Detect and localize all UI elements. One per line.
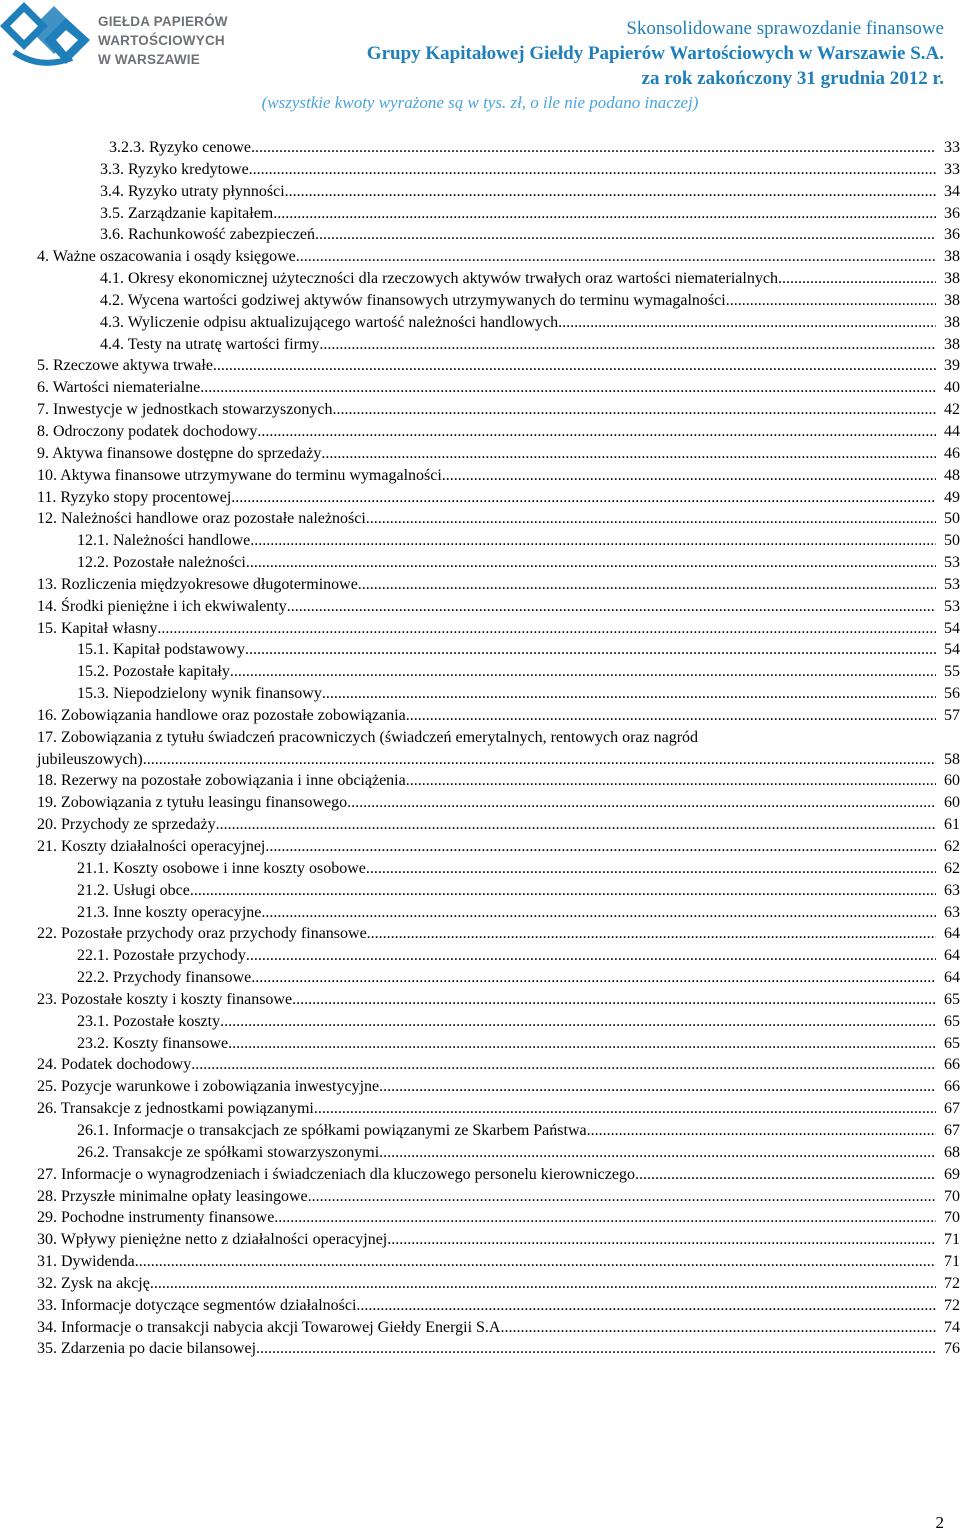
toc-entry-page: 72 bbox=[944, 1296, 960, 1314]
toc-leader-dots bbox=[314, 1098, 936, 1120]
toc-entry-label: 4. Ważne oszacowania i osądy księgowe bbox=[37, 248, 296, 266]
toc-entry[interactable] bbox=[37, 770, 960, 792]
toc-entry-label: 12. Należności handlowe oraz pozostałe należności bbox=[37, 510, 366, 528]
toc-entry-page: 67 bbox=[944, 1100, 960, 1118]
toc-entry-label: 34. Informacje o transakcji nabycia akcji Towarowej Giełdy Energii S.A. bbox=[37, 1318, 505, 1336]
toc-entry-label: 26.1. Informacje o transakcjach ze spółkami powiązanymi ze Skarbem Państwa bbox=[77, 1121, 587, 1139]
toc-entry-page: 72 bbox=[944, 1274, 960, 1292]
toc-leader-dots bbox=[143, 749, 936, 771]
toc-entry[interactable] bbox=[37, 814, 960, 836]
toc-entry[interactable] bbox=[37, 508, 960, 530]
toc-entry-page: 50 bbox=[944, 510, 960, 528]
toc-leader-dots bbox=[246, 945, 936, 967]
toc-entry[interactable] bbox=[37, 1186, 960, 1208]
toc-entry[interactable] bbox=[37, 967, 960, 989]
toc-entry[interactable] bbox=[37, 181, 960, 203]
toc-entry-label: 26. Transakcje z jednostkami powiązanymi bbox=[37, 1100, 314, 1118]
toc-leader-dots bbox=[356, 1295, 936, 1317]
toc-entry[interactable] bbox=[37, 727, 960, 771]
toc-entry-label: 22.1. Pozostałe przychody bbox=[77, 947, 246, 965]
toc-entry-label: 15.3. Niepodzielony wynik finansowy bbox=[77, 685, 322, 703]
toc-leader-dots bbox=[231, 487, 936, 509]
toc-entry-page: 42 bbox=[944, 401, 960, 419]
toc-entry-label: 11. Ryzyko stopy procentowej bbox=[37, 488, 232, 506]
toc-entry-label: 22.2. Przychody finansowe bbox=[77, 969, 252, 987]
report-title-line-1: Skonsolidowane sprawozdanie finansowe bbox=[626, 18, 944, 39]
toc-entry[interactable] bbox=[37, 596, 960, 618]
toc-entry-page: 33 bbox=[944, 139, 960, 156]
toc-entry[interactable] bbox=[37, 858, 960, 880]
page-header bbox=[0, 0, 960, 120]
toc-entry[interactable] bbox=[37, 683, 960, 705]
toc-entry[interactable] bbox=[37, 421, 960, 443]
toc-leader-dots bbox=[504, 1317, 936, 1339]
toc-entry-page: 33 bbox=[944, 160, 960, 178]
toc-entry[interactable] bbox=[37, 224, 960, 246]
toc-entry-label: 27. Informacje o wynagrodzeniach i świadczeniach dla kluczowego personelu kierowniczego bbox=[37, 1165, 635, 1183]
toc-entry-page: 71 bbox=[944, 1231, 960, 1249]
toc-entry-page: 40 bbox=[944, 379, 960, 397]
toc-leader-dots bbox=[250, 530, 936, 552]
toc-entry-page: 38 bbox=[944, 248, 960, 266]
toc-entry-label: 17. Zobowiązania z tytułu świadczeń pracowniczych (świadczeń emerytalnych, rentowych oraz nagród bbox=[37, 728, 699, 746]
toc-entry-label: 8. Odroczony podatek dochodowy bbox=[37, 422, 258, 440]
toc-entry[interactable] bbox=[37, 290, 960, 312]
toc-entry-page: 76 bbox=[944, 1340, 960, 1358]
toc-entry-label: 15.1. Kapitał podstawowy bbox=[77, 641, 245, 659]
toc-leader-dots bbox=[274, 1207, 936, 1229]
toc-leader-dots bbox=[558, 312, 936, 334]
toc-entry[interactable] bbox=[37, 1164, 960, 1186]
report-title-line-2: Grupy Kapitałowej Giełdy Papierów Wartościowych w Warszawie S.A. bbox=[366, 43, 944, 64]
toc-entry[interactable] bbox=[37, 661, 960, 683]
toc-leader-dots bbox=[285, 181, 936, 203]
toc-entry-label: 15.2. Pozostałe kapitały bbox=[77, 663, 230, 681]
toc-leader-dots bbox=[273, 203, 936, 225]
toc-entry[interactable] bbox=[37, 902, 960, 924]
toc-entry-page: 66 bbox=[944, 1078, 960, 1096]
toc-entry-label: 12.1. Należności handlowe bbox=[77, 532, 251, 550]
toc-entry-page: 62 bbox=[944, 838, 960, 855]
toc-leader-dots bbox=[366, 858, 936, 880]
toc-leader-dots bbox=[245, 639, 936, 661]
toc-entry-page: 46 bbox=[944, 444, 960, 462]
toc-entry-label: 21.3. Inne koszty operacyjne bbox=[77, 903, 262, 921]
toc-entry-label: 20. Przychody ze sprzedaży bbox=[37, 816, 216, 834]
toc-entry-label: 7. Inwestycje w jednostkach stowarzyszonych bbox=[37, 401, 333, 419]
toc-entry-label: 9. Aktywa finansowe dostępne do sprzedaży bbox=[37, 444, 322, 462]
toc-leader-dots bbox=[358, 574, 936, 596]
toc-leader-dots bbox=[296, 246, 936, 268]
toc-entry-label: 5. Rzeczowe aktywa trwałe bbox=[37, 357, 213, 375]
toc-entry[interactable] bbox=[37, 399, 960, 421]
toc-leader-dots bbox=[256, 1338, 936, 1360]
toc-entry-page: 53 bbox=[944, 575, 960, 593]
toc-entry-page: 60 bbox=[944, 794, 960, 812]
logo-line-1: GIEŁDA PAPIERÓW bbox=[98, 14, 228, 29]
toc-entry[interactable] bbox=[37, 312, 960, 334]
toc-entry-label: 33. Informacje dotyczące segmentów działalności bbox=[37, 1296, 357, 1314]
toc-entry-page: 50 bbox=[944, 532, 960, 550]
table-of-contents bbox=[37, 137, 960, 1360]
toc-entry-page: 70 bbox=[944, 1187, 960, 1205]
toc-entry-label: 4.4. Testy na utratę wartości firmy bbox=[100, 335, 320, 353]
toc-entry[interactable] bbox=[37, 1229, 960, 1251]
toc-leader-dots bbox=[220, 1011, 936, 1033]
toc-entry-label: 26.2. Transakcje ze spółkami stowarzyszonymi bbox=[77, 1143, 380, 1161]
toc-entry[interactable] bbox=[37, 487, 960, 509]
report-title bbox=[367, 16, 944, 91]
toc-entry-label: 12.2. Pozostałe należności bbox=[77, 554, 246, 572]
toc-entry-page: 56 bbox=[944, 685, 960, 703]
toc-entry[interactable] bbox=[37, 639, 960, 661]
toc-leader-dots bbox=[778, 268, 936, 290]
toc-entry-label: 3.6. Rachunkowość zabezpieczeń bbox=[100, 226, 316, 244]
toc-leader-dots bbox=[190, 880, 936, 902]
toc-entry-page: 63 bbox=[944, 881, 960, 899]
toc-leader-dots bbox=[157, 618, 936, 640]
toc-entry-page: 58 bbox=[944, 750, 960, 768]
toc-entry[interactable] bbox=[37, 574, 960, 596]
toc-entry-page: 36 bbox=[944, 204, 960, 222]
toc-entry[interactable] bbox=[37, 1207, 960, 1229]
toc-entry-page: 69 bbox=[944, 1165, 960, 1183]
toc-entry[interactable] bbox=[37, 1033, 960, 1055]
toc-entry-page: 70 bbox=[944, 1209, 960, 1227]
toc-leader-dots bbox=[228, 1033, 936, 1055]
toc-entry-label: 4.1. Okresy ekonomicznej użyteczności dla rzeczowych aktywów trwałych oraz wartości niematerialnych bbox=[100, 270, 778, 288]
toc-leader-dots bbox=[379, 1076, 936, 1098]
logo-line-2: WARTOŚCIOWYCH bbox=[98, 33, 225, 48]
toc-entry[interactable] bbox=[37, 355, 960, 377]
toc-entry-page: 38 bbox=[944, 313, 960, 331]
gpw-logo-icon bbox=[0, 0, 92, 70]
report-title-line-3: za rok zakończony 31 grudnia 2012 r. bbox=[641, 68, 944, 89]
toc-entry-page: 65 bbox=[944, 990, 960, 1008]
toc-leader-dots bbox=[249, 159, 936, 181]
toc-entry[interactable] bbox=[37, 880, 960, 902]
toc-entry-page: 54 bbox=[944, 619, 960, 637]
toc-entry[interactable] bbox=[37, 443, 960, 465]
toc-entry[interactable] bbox=[37, 465, 960, 487]
toc-leader-dots bbox=[135, 1251, 936, 1273]
toc-entry[interactable] bbox=[37, 1295, 960, 1317]
toc-leader-dots bbox=[251, 137, 936, 159]
toc-entry[interactable] bbox=[37, 1317, 960, 1339]
toc-entry[interactable] bbox=[37, 268, 960, 290]
toc-entry[interactable] bbox=[37, 1273, 960, 1295]
toc-entry-page: 53 bbox=[944, 554, 960, 572]
toc-entry[interactable] bbox=[37, 705, 960, 727]
toc-entry[interactable] bbox=[37, 1076, 960, 1098]
toc-leader-dots bbox=[200, 377, 936, 399]
toc-leader-dots bbox=[442, 465, 936, 487]
toc-entry[interactable] bbox=[37, 1338, 960, 1360]
toc-leader-dots bbox=[230, 661, 936, 683]
toc-entry[interactable] bbox=[37, 334, 960, 356]
toc-entry-page: 57 bbox=[944, 706, 960, 724]
toc-leader-dots bbox=[246, 552, 936, 574]
toc-entry-label: 4.2. Wycena wartości godziwej aktywów finansowych utrzymywanych do terminu wymagalności bbox=[100, 291, 726, 309]
toc-entry-page: 64 bbox=[944, 925, 960, 943]
toc-entry-page: 55 bbox=[944, 663, 960, 681]
toc-entry-page: 65 bbox=[944, 1034, 960, 1052]
toc-entry[interactable] bbox=[37, 159, 960, 181]
toc-entry-label: 28. Przyszłe minimalne opłaty leasingowe bbox=[37, 1187, 308, 1205]
toc-entry-label: 21.1. Koszty osobowe i inne koszty osobowe bbox=[77, 859, 366, 877]
toc-leader-dots bbox=[191, 1054, 936, 1076]
toc-entry[interactable] bbox=[37, 1054, 960, 1076]
toc-entry-label: 32. Zysk na akcję bbox=[37, 1274, 150, 1292]
toc-entry-page: 60 bbox=[944, 772, 960, 790]
toc-entry-page: 36 bbox=[944, 226, 960, 244]
toc-entry-label: 22. Pozostałe przychody oraz przychody finansowe bbox=[37, 925, 367, 943]
toc-entry-label: 30. Wpływy pieniężne netto z działalności operacyjnej bbox=[37, 1231, 388, 1249]
toc-leader-dots bbox=[257, 421, 936, 443]
toc-entry-label: 21. Koszty działalności operacyjnej bbox=[37, 838, 266, 855]
toc-entry[interactable] bbox=[37, 792, 960, 814]
toc-entry-page: 48 bbox=[944, 466, 960, 484]
toc-leader-dots bbox=[332, 399, 936, 421]
toc-entry-label: 15. Kapitał własny bbox=[37, 619, 158, 637]
toc-entry-label-continuation: jubileuszowych) bbox=[37, 750, 143, 768]
toc-entry[interactable] bbox=[37, 836, 960, 858]
toc-leader-dots bbox=[635, 1164, 936, 1186]
toc-entry-page: 49 bbox=[944, 488, 960, 506]
toc-entry[interactable] bbox=[37, 552, 960, 574]
toc-entry[interactable] bbox=[37, 530, 960, 552]
toc-entry[interactable] bbox=[37, 945, 960, 967]
toc-entry-page: 62 bbox=[944, 859, 960, 877]
toc-entry-page: 38 bbox=[944, 270, 960, 288]
toc-entry-label: 16. Zobowiązania handlowe oraz pozostałe zobowiązania bbox=[37, 706, 406, 724]
toc-entry[interactable] bbox=[37, 137, 960, 159]
toc-entry-label: 13. Rozliczenia międzyokresowe długoterminowe bbox=[37, 575, 358, 593]
toc-leader-dots bbox=[261, 902, 936, 924]
toc-entry-label: 4.3. Wyliczenie odpisu aktualizującego wartość należności handlowych bbox=[100, 313, 559, 331]
toc-entry-page: 38 bbox=[944, 335, 960, 353]
toc-entry-label: 3.3. Ryzyko kredytowe bbox=[100, 160, 249, 178]
toc-entry[interactable] bbox=[37, 1142, 960, 1164]
toc-entry[interactable] bbox=[37, 989, 960, 1011]
toc-entry[interactable] bbox=[37, 1251, 960, 1273]
toc-leader-dots bbox=[587, 1120, 936, 1142]
toc-entry-label: 19. Zobowiązania z tytułu leasingu finansowego. bbox=[37, 794, 352, 812]
toc-leader-dots bbox=[387, 1229, 936, 1251]
toc-entry-page: 61 bbox=[944, 816, 960, 834]
toc-entry-label: 23. Pozostałe koszty i koszty finansowe bbox=[37, 990, 293, 1008]
toc-leader-dots bbox=[319, 334, 936, 356]
toc-entry-page: 74 bbox=[944, 1318, 960, 1336]
toc-leader-dots bbox=[265, 836, 936, 858]
toc-entry-label: 14. Środki pieniężne i ich ekwiwalenty bbox=[37, 597, 287, 615]
toc-entry-page: 54 bbox=[944, 641, 960, 659]
toc-leader-dots bbox=[351, 792, 936, 814]
toc-leader-dots bbox=[321, 443, 936, 465]
toc-entry-page: 64 bbox=[944, 969, 960, 987]
toc-leader-dots bbox=[287, 596, 936, 618]
toc-entry-page: 38 bbox=[944, 291, 960, 309]
toc-entry-page: 53 bbox=[944, 597, 960, 615]
toc-entry-label: 21.2. Usługi obce bbox=[77, 881, 190, 899]
toc-leader-dots bbox=[726, 290, 936, 312]
toc-leader-dots bbox=[379, 1142, 936, 1164]
toc-leader-dots bbox=[366, 508, 936, 530]
toc-leader-dots bbox=[150, 1273, 936, 1295]
logo-line-3: W WARSZAWIE bbox=[98, 52, 200, 67]
toc-leader-dots bbox=[308, 1186, 936, 1208]
toc-leader-dots bbox=[315, 224, 936, 246]
toc-leader-dots bbox=[406, 705, 936, 727]
toc-leader-dots bbox=[322, 683, 936, 705]
toc-entry-page: 34 bbox=[944, 182, 960, 200]
toc-entry[interactable] bbox=[37, 246, 960, 268]
toc-entry-page: 44 bbox=[944, 422, 960, 440]
page-number: 2 bbox=[935, 1513, 944, 1532]
toc-entry-label: 3.2.3. Ryzyko cenowe bbox=[109, 139, 251, 156]
toc-entry-label: 25. Pozycje warunkowe i zobowiązania inwestycyjne bbox=[37, 1078, 380, 1096]
toc-entry[interactable] bbox=[37, 923, 960, 945]
toc-entry-label: 23.1. Pozostałe koszty bbox=[77, 1012, 221, 1030]
logo-wordmark bbox=[98, 12, 228, 69]
toc-leader-dots bbox=[292, 989, 936, 1011]
toc-entry-continuation bbox=[37, 749, 960, 771]
toc-leader-dots bbox=[216, 814, 936, 836]
toc-leader-dots bbox=[367, 923, 936, 945]
toc-entry-label: 10. Aktywa finansowe utrzymywane do terminu wymagalności bbox=[37, 466, 442, 484]
toc-entry-label: 3.4. Ryzyko utraty płynności bbox=[100, 182, 285, 200]
toc-entry-label: 35. Zdarzenia po dacie bilansowej bbox=[37, 1340, 257, 1358]
toc-entry-label: 29. Pochodne instrumenty finansowe bbox=[37, 1209, 275, 1227]
toc-entry-page: 66 bbox=[944, 1056, 960, 1074]
toc-entry-page: 39 bbox=[944, 357, 960, 375]
toc-entry-page: 63 bbox=[944, 903, 960, 921]
toc-entry[interactable] bbox=[37, 1098, 960, 1120]
toc-entry-label: 31. Dywidenda bbox=[37, 1253, 135, 1271]
toc-entry[interactable] bbox=[37, 618, 960, 640]
toc-entry[interactable] bbox=[37, 1120, 960, 1142]
toc-entry-page: 71 bbox=[944, 1253, 960, 1271]
toc-entry-label: 24. Podatek dochodowy bbox=[37, 1056, 192, 1074]
toc-leader-dots bbox=[406, 770, 936, 792]
amounts-note: (wszystkie kwoty wyrażone są w tys. zł, o ile nie podano inaczej) bbox=[261, 93, 699, 112]
toc-entry-label: 23.2. Koszty finansowe bbox=[77, 1034, 229, 1052]
toc-leader-dots bbox=[213, 355, 936, 377]
toc-entry-page: 68 bbox=[944, 1143, 960, 1161]
toc-leader-dots bbox=[251, 967, 936, 989]
toc-entry-label: 18. Rezerwy na pozostałe zobowiązania i inne obciążenia bbox=[37, 772, 406, 790]
toc-entry[interactable] bbox=[37, 203, 960, 225]
toc-entry-page: 64 bbox=[944, 947, 960, 965]
toc-entry-page: 67 bbox=[944, 1121, 960, 1139]
toc-entry-label: 6. Wartości niematerialne bbox=[37, 379, 201, 397]
toc-entry[interactable] bbox=[37, 1011, 960, 1033]
toc-entry[interactable] bbox=[37, 377, 960, 399]
toc-entry-page: 65 bbox=[944, 1012, 960, 1030]
toc-entry-label: 3.5. Zarządzanie kapitałem bbox=[100, 204, 274, 222]
